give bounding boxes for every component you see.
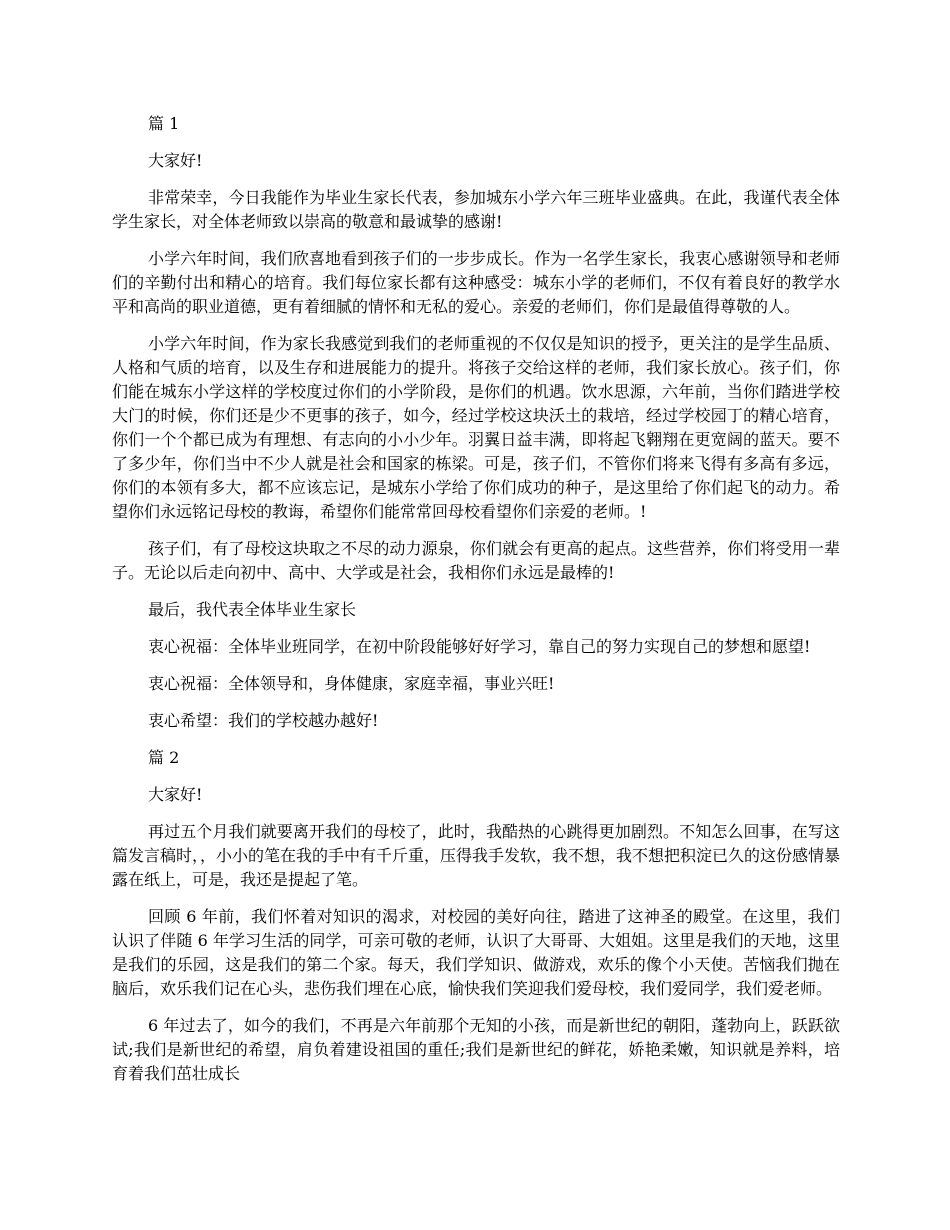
body-paragraph: 非常荣幸，今日我能作为毕业生家长代表，参加城东小学六年三班毕业盛典。在此，我谨代表全体学生家长，对全体老师致以崇高的敬意和最诚挚的感谢! (112, 188, 840, 231)
section-heading-2: 篇 2 (148, 748, 180, 767)
body-paragraph: 再过五个月我们就要离开我们的母校了，此时，我酷热的心跳得更加剧烈。不知怎么回事，在写这篇发言稿时，，小小的笔在我的手中有千斤重，压得我手发软，我不想，我不想把积淀已久的这份感情暴露在纸上，可是，我还是提起了笔。 (112, 822, 841, 889)
greeting-2: 大家好! (148, 785, 203, 804)
body-paragraph: 6 年过去了，如今的我们，不再是六年前那个无知的小孩，而是新世纪的朝阳，蓬勃向上，跃跃欲试;我们是新世纪的希望，肩负着建设祖国的重任;我们是新世纪的鲜花，娇艳柔嫩，知识就是养料，培育着我们茁壮成长 (112, 1016, 840, 1083)
document-page (112, 112, 840, 1099)
section-heading-1: 篇 1 (148, 114, 180, 133)
wish-paragraph: 衷心祝福：全体领导和，身体健康，家庭幸福，事业兴旺! (148, 674, 555, 693)
wish-paragraph: 衷心祝福：全体毕业班同学，在初中阶段能够好好学习，靠自己的努力实现自己的梦想和愿望! (148, 637, 811, 656)
body-paragraph: 小学六年时间，作为家长我感觉到我们的老师重视的不仅仅是知识的授予，更关注的是学生品质、人格和气质的培育，以及生存和进展能力的提升。将孩子交给这样的老师，我们家长放心。孩子们，你们能在城东小学这样的学校度过你们的小学阶段，是你们的机遇。饮水思源，六年前，当你们踏进学校大门的时候，你们还是少不更事的孩子，如今，经过学校这块沃土的栽培，经过学校园丁的精心培育，你们一个个都已成为有理想、有志向的小小少年。羽翼日益丰满，即将起飞翱翔在更宽阔的蓝天。要不了多少年，你们当中不少人就是社会和国家的栋梁。可是，孩子们，不管你们将来飞得有多高有多远，你们的本领有多大，都不应该忘记，是城东小学给了你们成功的种子，是这里给了你们起飞的动力。希望你们永远铭记母校的教诲，希望你们能常常回母校看望你们亲爱的老师。! (112, 334, 840, 521)
body-paragraph: 小学六年时间，我们欣喜地看到孩子们的一步步成长。作为一名学生家长，我衷心感谢领导和老师们的辛勤付出和精心的培育。我们每位家长都有这种感受：城东小学的老师们，不仅有着良好的教学水平和高尚的职业道德，更有着细腻的情怀和无私的爱心。亲爱的老师们，你们是最值得尊敬的人。 (112, 249, 840, 316)
greeting-1: 大家好! (148, 151, 203, 170)
wish-paragraph: 衷心希望：我们的学校越办越好! (148, 711, 379, 730)
body-paragraph: 孩子们，有了母校这块取之不尽的动力源泉，你们就会有更高的起点。这些营养，你们将受用一辈子。无论以后走向初中、高中、大学或是社会，我相你们永远是最棒的! (112, 539, 840, 582)
body-paragraph: 最后，我代表全体毕业生家长 (148, 600, 357, 619)
body-paragraph: 回顾 6 年前，我们怀着对知识的渴求，对校园的美好向往，踏进了这神圣的殿堂。在这里，我们认识了伴随 6 年学习生活的同学，可亲可敬的老师，认识了大哥哥、大姐姐。这里是我们的天地，这里是我们的乐园，这是我们的第二个家。每天，我们学知识、做游戏，欢乐的像个小天使。苦恼我们抛在脑后，欢乐我们记在心头，悲伤我们埋在心底，愉快我们笑迎我们爱母校，我们爱同学，我们爱老师。 (112, 907, 840, 998)
